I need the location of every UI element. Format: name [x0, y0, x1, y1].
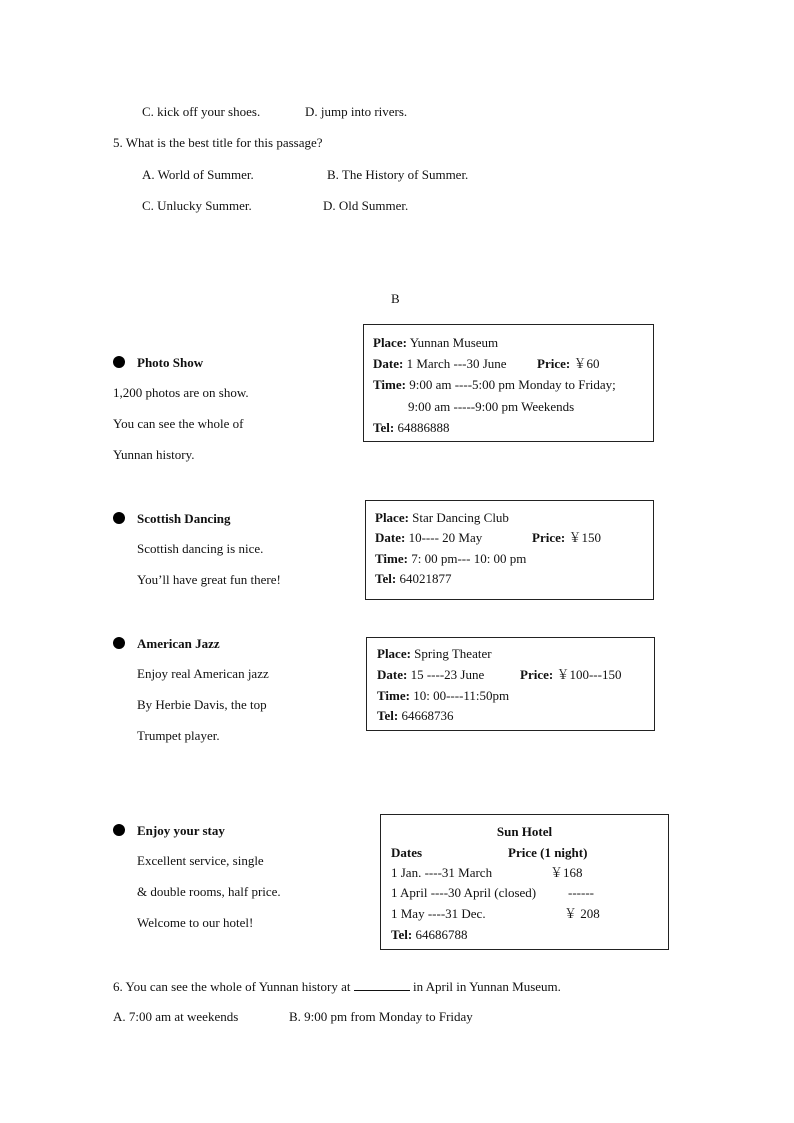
tel-label: Tel:	[377, 708, 399, 723]
tel-row	[391, 927, 467, 943]
q4-option-c: C. kick off your shoes.	[142, 104, 261, 119]
info-box-american-jazz	[366, 637, 655, 731]
price-label: Price:	[520, 667, 554, 682]
price-value: ￥150	[568, 530, 601, 545]
price-value: ￥60	[573, 356, 600, 371]
place-row	[375, 510, 509, 526]
q5-option-b: B. The History of Summer.	[327, 167, 469, 182]
time-label: Time:	[375, 551, 408, 566]
place-row	[373, 335, 498, 351]
date-value: 15 ----23 June	[410, 667, 485, 682]
place-value: Yunnan Museum	[409, 335, 499, 350]
ad-line: Excellent service, single	[137, 853, 264, 868]
ad-line: Trumpet player.	[137, 728, 220, 743]
ad-title-scottish-dancing: Scottish Dancing	[137, 511, 231, 526]
q6-option-b: B. 9:00 pm from Monday to Friday	[289, 1009, 473, 1024]
ad-line: Enjoy real American jazz	[137, 666, 269, 681]
q5-question: 5. What is the best title for this passage?	[113, 135, 323, 150]
info-box-photo-show	[363, 324, 654, 442]
q6-question-pre: 6. You can see the whole of Yunnan history at	[113, 979, 351, 994]
date-label: Date:	[377, 667, 408, 682]
rate-row-price: ￥168	[550, 865, 583, 880]
place-row	[377, 646, 492, 662]
time-row-2: 9:00 am -----9:00 pm Weekends	[408, 399, 575, 414]
col-header-price: Price (1 night)	[508, 845, 588, 860]
rate-row-dates: 1 April ----30 April (closed)	[391, 885, 537, 900]
rate-row-dates: 1 May ----31 Dec.	[391, 906, 486, 921]
hotel-heading: Sun Hotel	[496, 824, 553, 839]
q5-option-a: A. World of Summer.	[142, 167, 254, 182]
tel-label: Tel:	[391, 927, 413, 942]
ad-line: You can see the whole of	[113, 416, 244, 431]
rate-row-dates: 1 Jan. ----31 March	[391, 865, 493, 880]
time-value: 7: 00 pm--- 10: 00 pm	[411, 551, 527, 566]
place-label: Place:	[373, 335, 407, 350]
q6-option-a: A. 7:00 am at weekends	[113, 1009, 239, 1024]
tel-row	[375, 571, 451, 587]
q4-option-d: D. jump into rivers.	[305, 104, 408, 119]
info-box-scottish-dancing	[365, 500, 654, 600]
section-label: B	[391, 291, 400, 306]
ad-line: Welcome to our hotel!	[137, 915, 254, 930]
q6-question-post: in April in Yunnan Museum.	[412, 979, 561, 994]
place-label: Place:	[375, 510, 409, 525]
tel-row	[377, 708, 453, 724]
time-value: 10: 00----11:50pm	[413, 688, 510, 703]
time-row	[373, 377, 616, 393]
place-value: Spring Theater	[414, 646, 492, 661]
tel-label: Tel:	[373, 420, 395, 435]
tel-value: 64668736	[401, 708, 454, 723]
time-label: Time:	[373, 377, 406, 392]
tel-value: 64021877	[399, 571, 452, 586]
ad-line: By Herbie Davis, the top	[137, 697, 267, 712]
ad-line: You’ll have great fun there!	[137, 572, 281, 587]
price-value: ￥100---150	[556, 667, 622, 682]
tel-value: 64686788	[415, 927, 468, 942]
bullet-icon	[113, 824, 125, 836]
date-label: Date:	[375, 530, 406, 545]
date-value: 10---- 20 May	[408, 530, 483, 545]
place-value: Star Dancing Club	[412, 510, 509, 525]
q5-option-d: D. Old Summer.	[323, 198, 409, 213]
time-row	[377, 688, 509, 704]
q5-option-c: C. Unlucky Summer.	[142, 198, 252, 213]
time-label: Time:	[377, 688, 410, 703]
q6-question	[113, 978, 561, 995]
price-label: Price:	[532, 530, 566, 545]
time-row	[375, 551, 526, 567]
tel-value: 64886888	[397, 420, 450, 435]
date-label: Date:	[373, 356, 404, 371]
bullet-icon	[113, 356, 125, 368]
ad-title-photo-show: Photo Show	[137, 355, 204, 370]
tel-label: Tel:	[375, 571, 397, 586]
price-row	[532, 530, 601, 546]
info-box-sun-hotel	[380, 814, 669, 950]
ad-title-american-jazz: American Jazz	[137, 636, 220, 651]
rate-row-price: ------	[568, 885, 594, 900]
date-row	[373, 356, 507, 372]
date-row	[377, 667, 484, 683]
bullet-icon	[113, 637, 125, 649]
place-label: Place:	[377, 646, 411, 661]
date-value: 1 March ---30 June	[406, 356, 507, 371]
ad-line: & double rooms, half price.	[137, 884, 281, 899]
tel-row	[373, 420, 449, 436]
price-row	[537, 356, 599, 372]
time-value: 9:00 am ----5:00 pm Monday to Friday;	[409, 377, 616, 392]
ad-line: Yunnan history.	[113, 447, 195, 462]
date-row	[375, 530, 482, 546]
ad-title-enjoy-your-stay: Enjoy your stay	[137, 823, 225, 838]
price-label: Price:	[537, 356, 571, 371]
ad-line: 1,200 photos are on show.	[113, 385, 249, 400]
price-row	[520, 667, 621, 683]
col-header-dates: Dates	[391, 845, 423, 860]
q6-answer-blank	[354, 978, 410, 991]
bullet-icon	[113, 512, 125, 524]
rate-row-price: ￥ 208	[564, 906, 600, 921]
ad-line: Scottish dancing is nice.	[137, 541, 264, 556]
